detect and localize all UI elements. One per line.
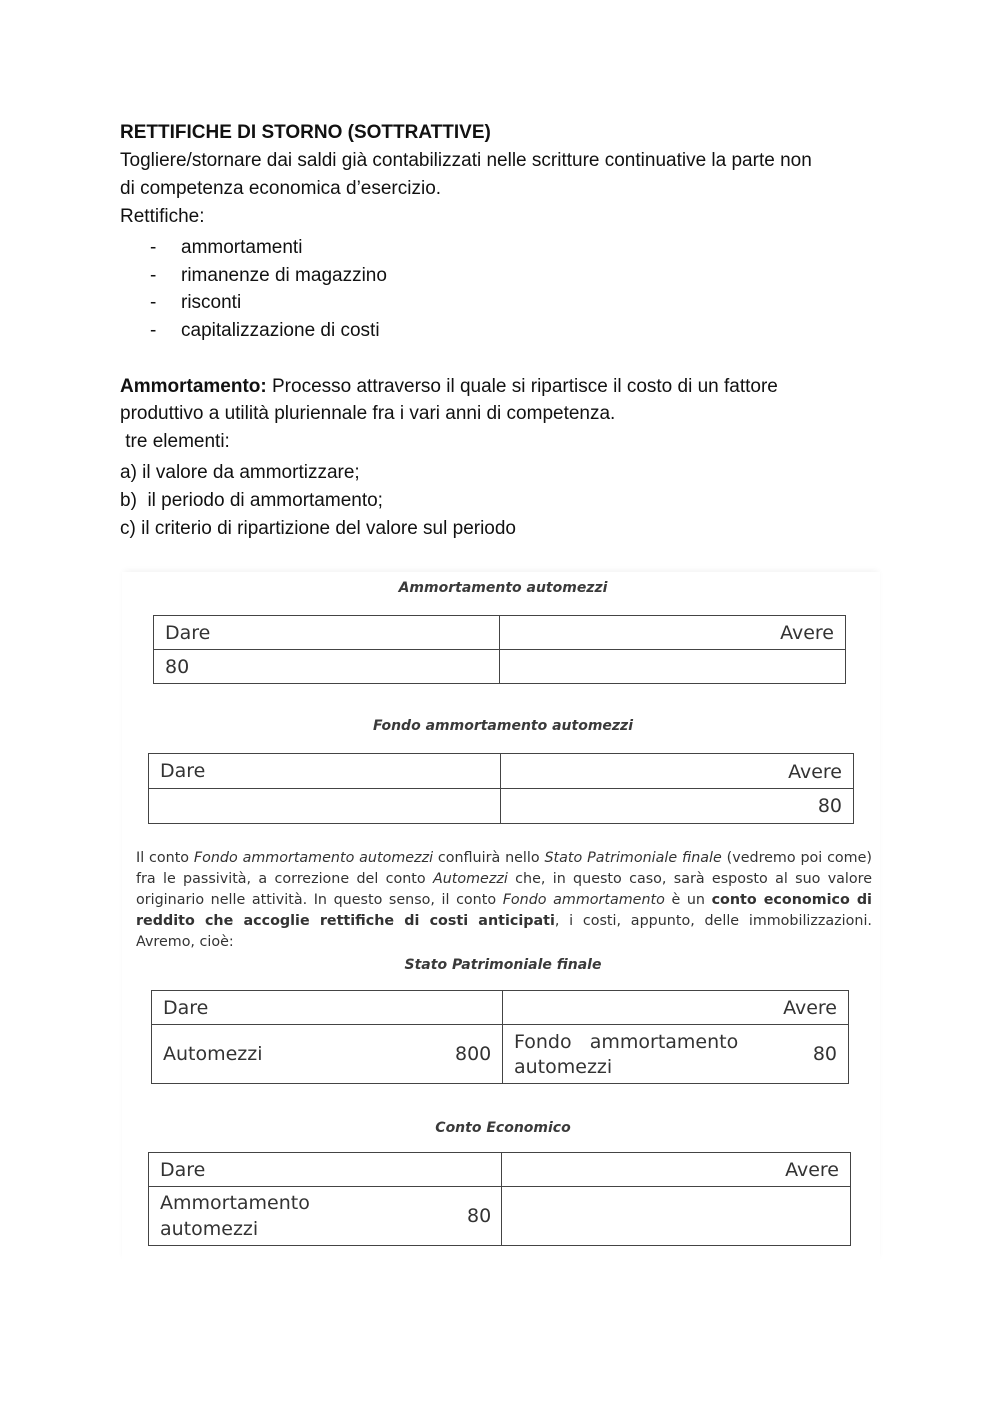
- ammortamento-definition-line-2: produttivo a utilità pluriennale fra i vari anni di competenza.: [120, 403, 616, 424]
- ammortamento-term: Ammortamento:: [120, 376, 267, 397]
- avere-value: 80: [812, 1043, 837, 1065]
- table-title-conto-economico: Conto Economico: [435, 1120, 571, 1136]
- element-a: a) il valore da ammortizzare;: [120, 462, 360, 483]
- list-bullet: -: [150, 237, 157, 258]
- avere-header: Avere: [788, 761, 842, 783]
- ledger-fondo-ammortamento: [148, 753, 854, 824]
- dare-header: Dare: [160, 1159, 206, 1181]
- avere-header: Avere: [780, 622, 834, 644]
- dare-value: 80: [467, 1205, 492, 1227]
- avere-header: Avere: [785, 1159, 839, 1181]
- table-title-stato-patrimoniale: Stato Patrimoniale finale: [404, 957, 602, 973]
- figure-paragraph: Il conto Fondo ammortamento automezzi confluirà nello Stato Patrimoniale finale (vedremo poi come) fra le passività, a correzione del conto Automezzi che, in questo caso, sarà esposto al suo valore originario nelle attività. In questo senso, il conto Fondo ammortamento è un conto economico di reddito che accoglie rettifiche di costi anticipati, i costi, appunto, delle immobilizzazioni. Avremo, cioè:: [136, 850, 872, 950]
- dare-item-line-1: Ammortamento: [160, 1192, 310, 1214]
- intro-line-2: di competenza economica d’esercizio.: [120, 178, 442, 199]
- avere-item-line-1: Fondo ammortamento: [514, 1031, 739, 1053]
- avere-header: Avere: [783, 997, 837, 1019]
- dare-value: 800: [455, 1043, 492, 1065]
- table-title-fondo-ammortamento: Fondo ammortamento automezzi: [373, 718, 633, 734]
- intro-line-1: Togliere/stornare dai saldi già contabilizzati nelle scritture continuative la parte non: [120, 150, 812, 171]
- ammortamento-definition-line-1: [120, 373, 778, 401]
- dare-item: Automezzi: [163, 1043, 263, 1065]
- list-item: ammortamenti: [181, 237, 303, 258]
- list-bullet: -: [150, 265, 157, 286]
- list-item: risconti: [181, 292, 242, 313]
- element-c: c) il criterio di ripartizione del valore sul periodo: [120, 518, 517, 539]
- list-bullet: -: [150, 320, 157, 341]
- dare-value: 80: [165, 656, 190, 678]
- dare-item-line-2: automezzi: [160, 1218, 259, 1240]
- dare-header: Dare: [165, 622, 211, 644]
- rettifiche-label: Rettifiche:: [120, 206, 205, 227]
- dare-header: Dare: [160, 760, 206, 782]
- section-heading: RETTIFICHE DI STORNO (SOTTRATTIVE): [120, 122, 491, 143]
- elements-label: tre elementi:: [120, 431, 230, 452]
- avere-item-line-2: automezzi: [514, 1056, 613, 1078]
- list-item: rimanenze di magazzino: [181, 265, 387, 286]
- list-bullet: -: [150, 292, 157, 313]
- avere-value: 80: [817, 795, 842, 817]
- ledger-conto-economico: [148, 1152, 851, 1246]
- element-b: b) il periodo di ammortamento;: [120, 490, 383, 511]
- dare-header: Dare: [163, 997, 209, 1019]
- ledger-ammortamento-automezzi: [153, 615, 846, 684]
- ledger-stato-patrimoniale: [151, 990, 849, 1084]
- definition-text: Processo attraverso il quale si ripartisce il costo di un fattore: [266, 376, 778, 397]
- list-item: capitalizzazione di costi: [181, 320, 380, 341]
- table-title-ammortamento-automezzi: Ammortamento automezzi: [398, 580, 608, 596]
